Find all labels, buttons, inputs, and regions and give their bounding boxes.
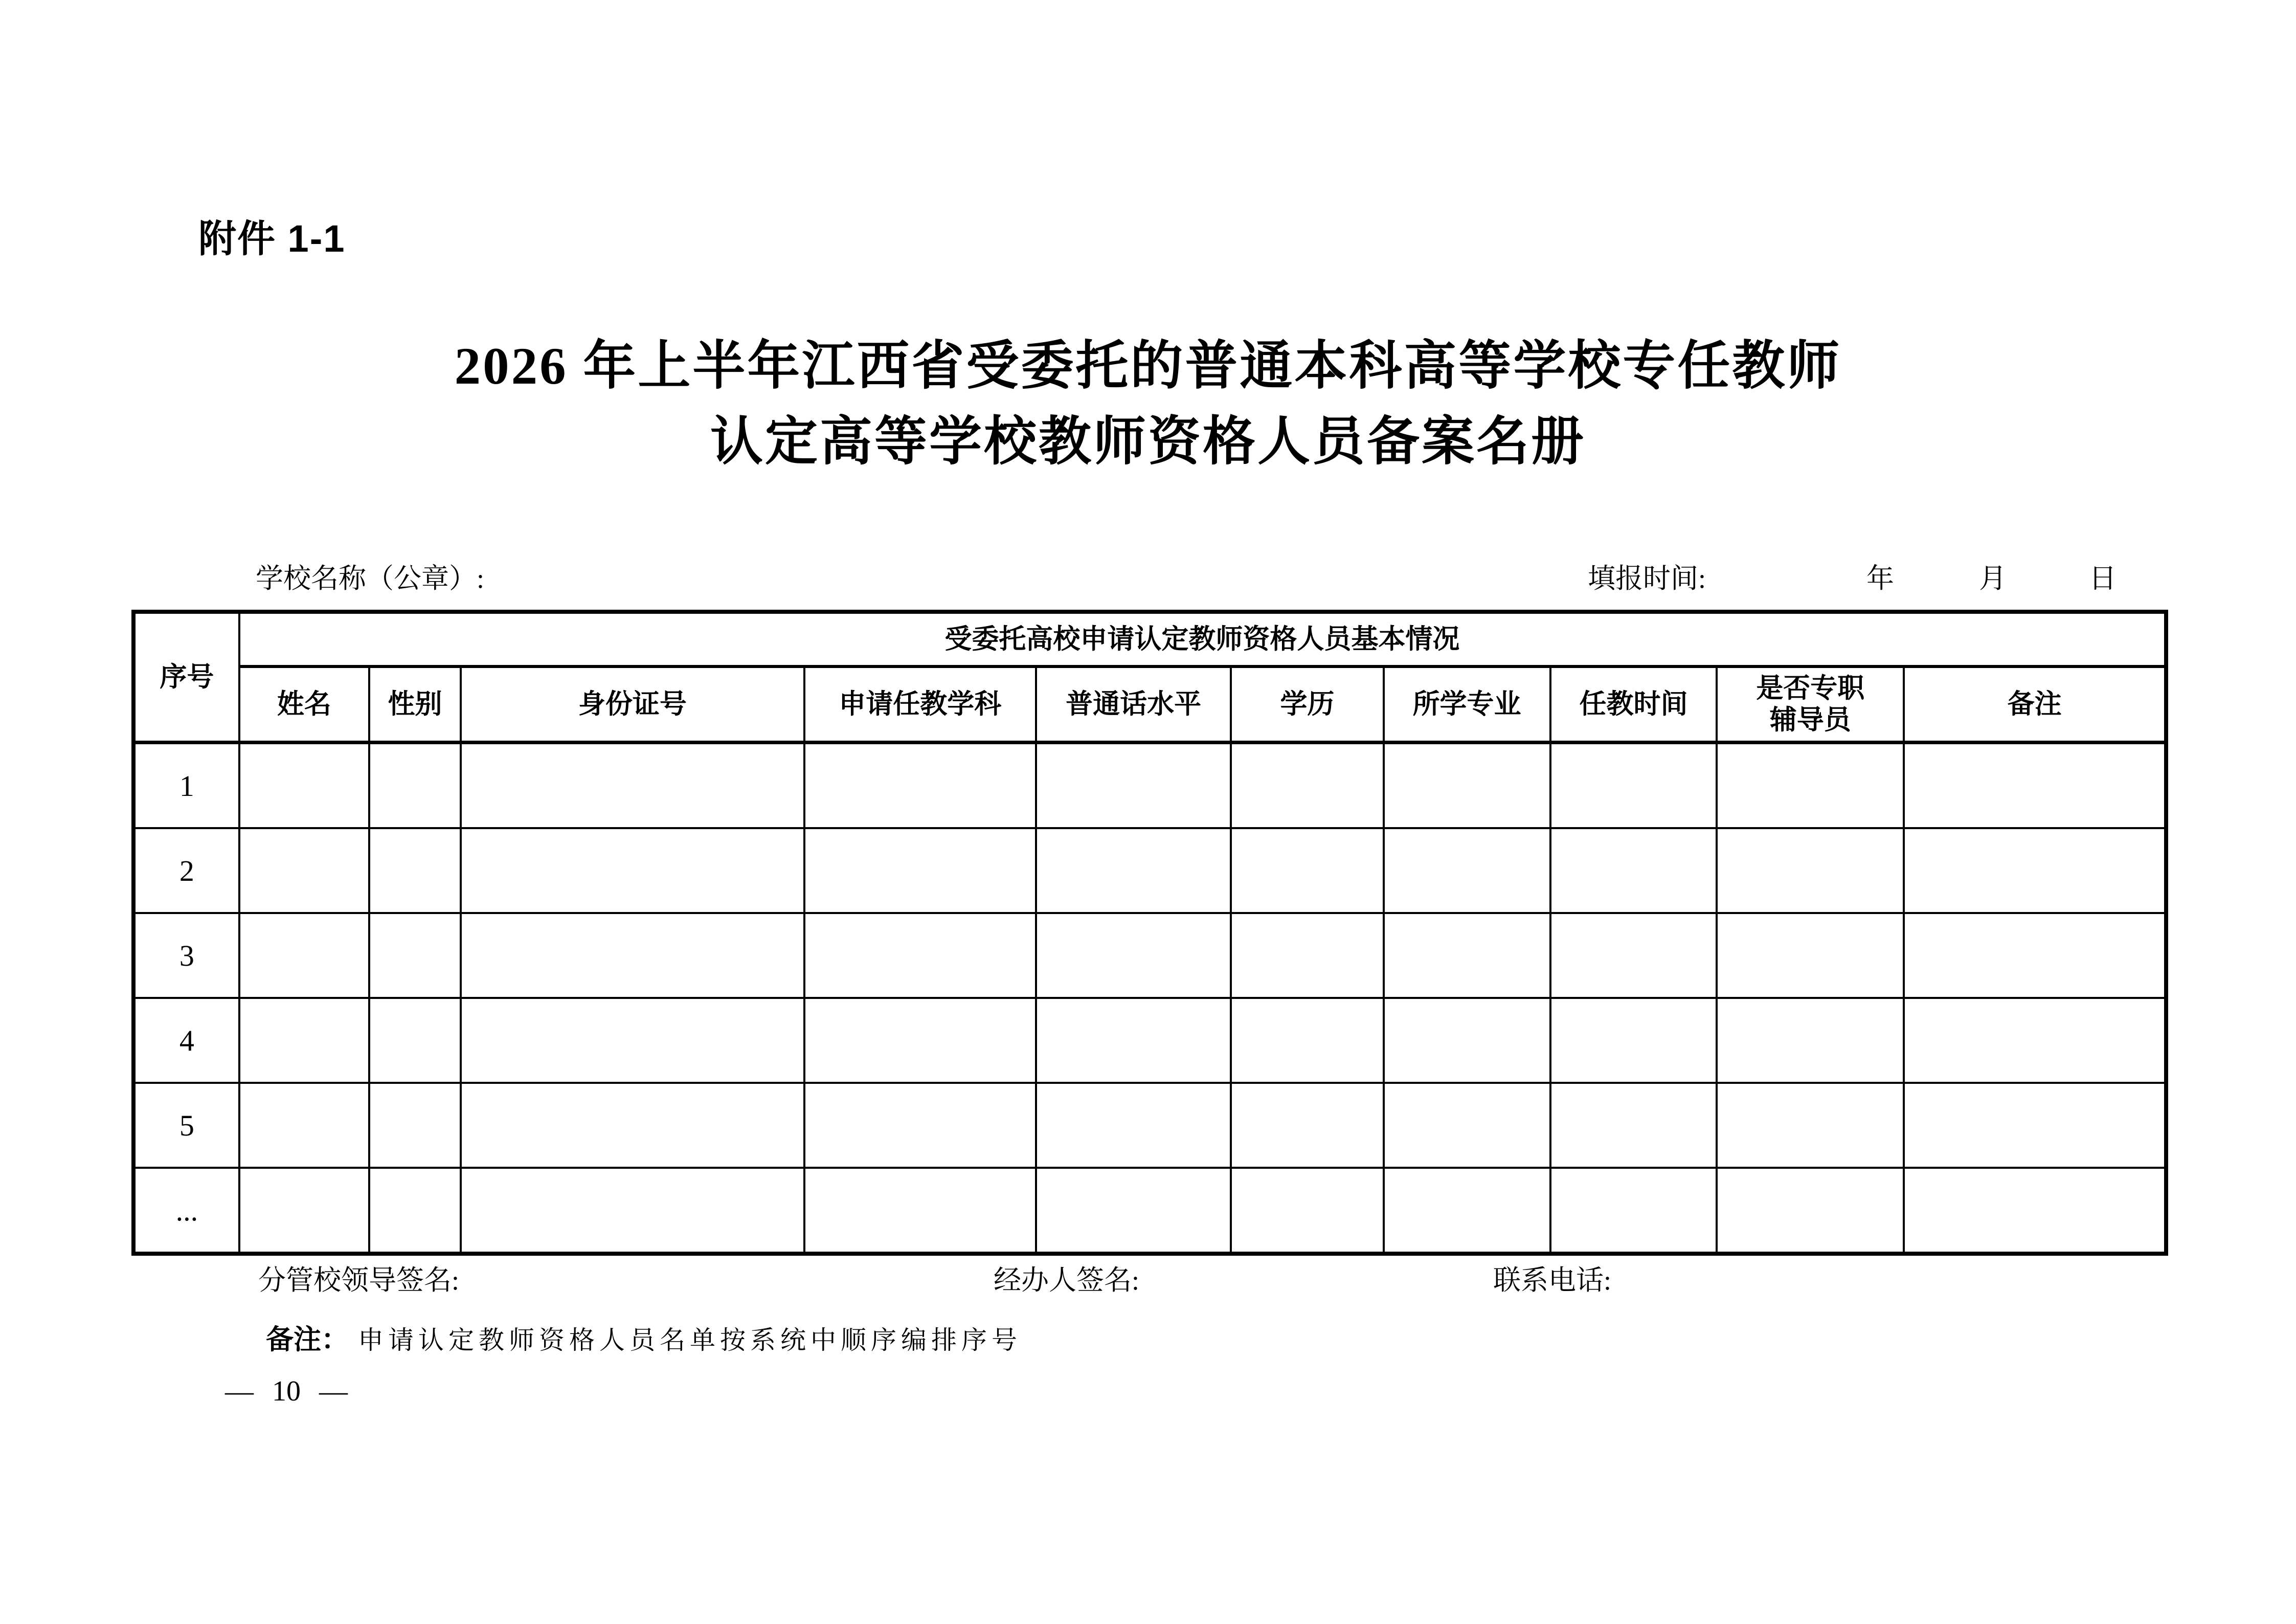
- empty-cell: [1384, 1083, 1550, 1168]
- empty-cell: [1231, 743, 1383, 829]
- column-header-education: 学历: [1231, 666, 1383, 743]
- note-label: 备注：: [266, 1324, 349, 1355]
- empty-cell: [1384, 913, 1550, 998]
- column-header-teaching-time: 任教时间: [1550, 666, 1717, 743]
- empty-cell: [1550, 913, 1717, 998]
- empty-cell: [1231, 998, 1383, 1083]
- note-line: [266, 1318, 1022, 1357]
- empty-cell: [1717, 828, 1904, 913]
- empty-cell: [804, 1168, 1036, 1254]
- empty-cell: [369, 1168, 461, 1254]
- empty-cell: [369, 743, 461, 829]
- table-row-5: [133, 1083, 2166, 1168]
- empty-cell: [1904, 913, 2166, 998]
- empty-cell: [1036, 1083, 1231, 1168]
- document-title: [0, 328, 2296, 480]
- table-row-3: [133, 913, 2166, 998]
- empty-cell: [1717, 1083, 1904, 1168]
- table-header-columns-row: [133, 666, 2166, 743]
- empty-cell: [369, 1083, 461, 1168]
- row-serial: 2: [133, 828, 239, 913]
- empty-cell: [239, 1168, 369, 1254]
- empty-cell: [239, 743, 369, 829]
- empty-cell: [461, 998, 804, 1083]
- table-row-4: [133, 998, 2166, 1083]
- column-header-fulltime-counselor: [1717, 666, 1904, 743]
- column-header-gender: 性别: [369, 666, 461, 743]
- table-header-group-row: [133, 612, 2166, 666]
- table-row-ellipsis: [133, 1168, 2166, 1254]
- empty-cell: [1036, 743, 1231, 829]
- empty-cell: [804, 1083, 1036, 1168]
- page-number: — 10 —: [225, 1375, 348, 1407]
- column-header-name: 姓名: [239, 666, 369, 743]
- empty-cell: [1550, 828, 1717, 913]
- serial-number-header: 序号: [133, 612, 239, 743]
- empty-cell: [1717, 1168, 1904, 1254]
- date-year-label: 年: [1866, 563, 1894, 594]
- empty-cell: [804, 998, 1036, 1083]
- empty-cell: [1231, 913, 1383, 998]
- column-header-id-number: 身份证号: [461, 666, 804, 743]
- column-header-subject: 申请任教学科: [804, 666, 1036, 743]
- row-serial: 5: [133, 1083, 239, 1168]
- fill-date-label: 填报时间:: [1588, 563, 1706, 594]
- empty-cell: [1550, 743, 1717, 829]
- empty-cell: [1036, 1168, 1231, 1254]
- column-header-remarks: 备注: [1904, 666, 2166, 743]
- empty-cell: [804, 743, 1036, 829]
- empty-cell: [804, 913, 1036, 998]
- empty-cell: [1550, 1083, 1717, 1168]
- row-serial: 4: [133, 998, 239, 1083]
- empty-cell: [1904, 1083, 2166, 1168]
- empty-cell: [239, 828, 369, 913]
- school-name-label: 学校名称（公章）:: [256, 563, 485, 594]
- date-month-label: 月: [1979, 563, 2007, 594]
- empty-cell: [461, 828, 804, 913]
- column-header-putonghua-level: 普通话水平: [1036, 666, 1231, 743]
- empty-cell: [461, 743, 804, 829]
- handler-signature-label: 经办人签名:: [994, 1265, 1140, 1296]
- row-serial: 3: [133, 913, 239, 998]
- empty-cell: [1231, 828, 1383, 913]
- contact-phone-label: 联系电话:: [1493, 1265, 1612, 1296]
- title-line-1: 2026 年上半年江西省受委托的普通本科高等学校专任教师: [454, 337, 1842, 395]
- empty-cell: [1904, 828, 2166, 913]
- empty-cell: [1904, 743, 2166, 829]
- table-row-2: [133, 828, 2166, 913]
- table-row-1: [133, 743, 2166, 829]
- empty-cell: [804, 828, 1036, 913]
- empty-cell: [1036, 913, 1231, 998]
- empty-cell: [1717, 913, 1904, 998]
- empty-cell: [461, 1168, 804, 1254]
- empty-cell: [1384, 1168, 1550, 1254]
- empty-cell: [461, 913, 804, 998]
- roster-table: [131, 610, 2168, 1256]
- empty-cell: [1231, 1083, 1383, 1168]
- title-line-2: 认定高等学校教师资格人员备案名册: [710, 413, 1586, 471]
- empty-cell: [1717, 998, 1904, 1083]
- attachment-label: 附件 1-1: [198, 217, 346, 260]
- empty-cell: [1036, 828, 1231, 913]
- empty-cell: [1384, 998, 1550, 1083]
- row-serial: ...: [133, 1168, 239, 1254]
- empty-cell: [369, 828, 461, 913]
- leader-signature-label: 分管校领导签名:: [258, 1265, 460, 1296]
- empty-cell: [1036, 998, 1231, 1083]
- empty-cell: [1384, 828, 1550, 913]
- date-day-label: 日: [2089, 563, 2117, 594]
- note-text: 申请认定教师资格人员名单按系统中顺序编排序号: [358, 1326, 1022, 1354]
- empty-cell: [1904, 998, 2166, 1083]
- group-header: 受委托高校申请认定教师资格人员基本情况: [239, 612, 2166, 666]
- column-header-fulltime-counselor-text: 是否专职辅导员: [1756, 673, 1865, 735]
- empty-cell: [461, 1083, 804, 1168]
- empty-cell: [1550, 998, 1717, 1083]
- empty-cell: [1717, 743, 1904, 829]
- empty-cell: [1904, 1168, 2166, 1254]
- row-serial: 1: [133, 743, 239, 829]
- empty-cell: [239, 1083, 369, 1168]
- empty-cell: [1231, 1168, 1383, 1254]
- empty-cell: [239, 913, 369, 998]
- empty-cell: [369, 998, 461, 1083]
- empty-cell: [1384, 743, 1550, 829]
- empty-cell: [1550, 1168, 1717, 1254]
- empty-cell: [369, 913, 461, 998]
- column-header-major: 所学专业: [1384, 666, 1550, 743]
- empty-cell: [239, 998, 369, 1083]
